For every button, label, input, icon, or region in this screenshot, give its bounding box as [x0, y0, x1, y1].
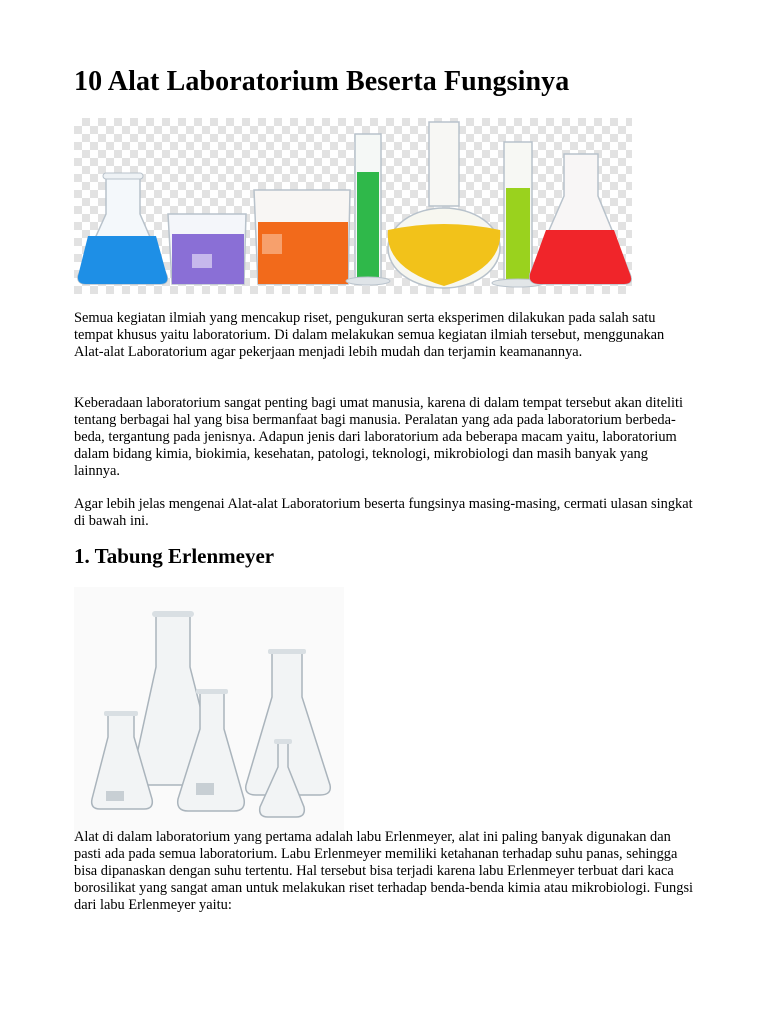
erlenmeyer-paragraph: [74, 829, 696, 914]
intro-paragraph: Semua kegiatan ilmiah yang mencakup riset, pengukuran serta eksperimen dilakukan pada salah satu tempat khusus yaitu laboratorium. Di dalam melakukan semua kegiatan ilmiah tersebut, menggunakan Alat-alat Laboratorium agar pekerjaan menjadi lebih mudah dan terjamin keamanannya.: [74, 310, 665, 360]
third-paragraph: Agar lebih jelas mengenai Alat-alat Laboratorium beserta fungsinya masing-masing, cermati ulasan singkat di bawah ini.: [74, 496, 693, 529]
green-graduated-cylinder: [346, 134, 390, 285]
orange-beaker: [254, 190, 350, 284]
yellow-round-bottom-flask: [388, 122, 501, 288]
lab-glassware-image: [74, 118, 632, 294]
second-paragraph: Keberadaan laboratorium sangat penting bagi umat manusia, karena di dalam tempat tersebut akan diteliti tentang berbagai hal yang bisa bermanfaat bagi manusia. Peralatan yang ada pada laboratorium berbeda-beda, tergantung pada jenisnya. Adapun jenis dari laboratorium ada beberapa macam yaitu, laboratorium dalam bidang kimia, biokimia, kesehatan, patologi, teknologi, mikrobiologi dan masih banyak yang lainnya.: [74, 395, 683, 479]
erlenmeyer-paragraph-text: Alat di dalam laboratorium yang pertama adalah labu Erlenmeyer, alat ini paling banyak digunakan dan pasti ada pada semua laboratorium. Labu Erlenmeyer memiliki ketahanan terhadap suhu panas, sehingga bisa dipanaskan dengan suhu tertentu. Hal tersebut bisa terjadi karena labu Erlenmeyer terbuat dari kaca borosilikat yang sangat aman untuk melakukan riset terhadap benda-benda kimia atau mikrobiologi. Fungsi dari labu Erlenmeyer yaitu:: [74, 829, 694, 913]
erlenmeyer-flasks-image: [74, 587, 344, 840]
purple-beaker: [168, 214, 246, 284]
page-title: 10 Alat Laboratorium Beserta Fungsinya: [74, 66, 570, 97]
blue-erlenmeyer-flask: [78, 173, 167, 284]
section-heading-erlenmeyer: 1. Tabung Erlenmeyer: [74, 544, 275, 568]
red-erlenmeyer-flask: [530, 154, 631, 284]
